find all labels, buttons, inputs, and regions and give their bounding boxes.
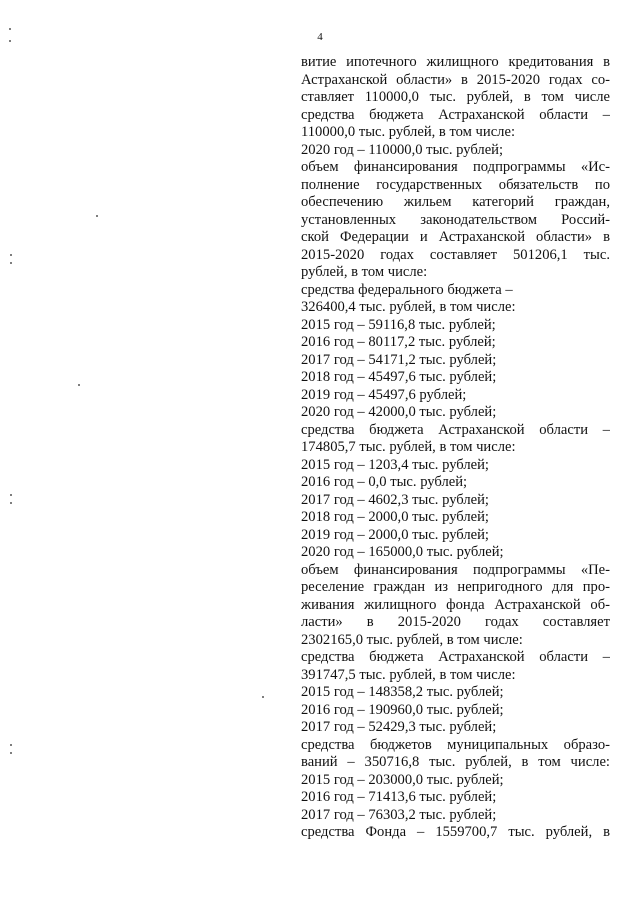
- text-line: 2020 год – 110000,0 тыс. рублей;: [301, 141, 504, 158]
- scan-mark: [78, 384, 80, 386]
- text-line: обеспечению жильем категорий граждан,: [301, 194, 610, 210]
- text-line: ласти» в 2015-2020 годах составляет: [301, 614, 610, 630]
- text-line: рублей, в том числе:: [301, 264, 428, 280]
- text-line: средства федерального бюджета –: [301, 281, 513, 298]
- text-line: 2016 год – 190960,0 тыс. рублей;: [301, 701, 504, 718]
- text-line: средства бюджета Астраханской области –: [301, 106, 610, 123]
- text-line: ской Федерации и Астраханской области» в: [301, 229, 610, 245]
- page-number: 4: [317, 31, 323, 43]
- text-line: 2019 год – 45497,6 рублей;: [301, 386, 467, 403]
- text-line: Астраханской области» в 2015-2020 годах со-: [301, 71, 610, 88]
- text-line: 2015 год – 203000,0 тыс. рублей;: [301, 771, 504, 788]
- text-line: 2019 год – 2000,0 тыс. рублей;: [301, 526, 489, 543]
- text-line: 2017 год – 52429,3 тыс. рублей;: [301, 719, 497, 735]
- text-line: средства Фонда – 1559700,7 тыс. рублей, в: [301, 824, 610, 840]
- text-line: ваний – 350716,8 тыс. рублей, в том числе:: [301, 754, 610, 770]
- text-line: 326400,4 тыс. рублей, в том числе:: [301, 299, 516, 315]
- text-line: 2017 год – 76303,2 тыс. рублей;: [301, 806, 497, 823]
- text-line: средства бюджета Астраханской области –: [301, 421, 610, 438]
- scan-mark: [9, 28, 11, 30]
- text-line: установленных законодательством Россий-: [301, 211, 610, 228]
- text-line: ставляет 110000,0 тыс. рублей, в том числе: [301, 89, 610, 105]
- text-line: средства бюджета Астраханской области –: [301, 649, 610, 665]
- text-line: 174805,7 тыс. рублей, в том числе:: [301, 439, 516, 455]
- text-line: 2016 год – 71413,6 тыс. рублей;: [301, 789, 497, 805]
- scan-mark: [262, 696, 264, 698]
- text-line: 2018 год – 2000,0 тыс. рублей;: [301, 509, 489, 525]
- scan-mark: [10, 262, 12, 264]
- scan-mark: [10, 744, 12, 746]
- text-line: средства бюджетов муниципальных образо-: [301, 736, 610, 753]
- scan-mark: [10, 494, 12, 496]
- text-line: 2015 год – 59116,8 тыс. рублей;: [301, 316, 496, 333]
- text-line: живания жилищного фонда Астраханской об-: [301, 596, 610, 613]
- text-line: 2015-2020 годах составляет 501206,1 тыс.: [301, 246, 610, 263]
- scan-mark: [9, 40, 11, 42]
- text-line: 2017 год – 54171,2 тыс. рублей;: [301, 351, 497, 368]
- document-text-column: [301, 54, 610, 842]
- scan-mark: [10, 502, 12, 504]
- text-line: 2016 год – 0,0 тыс. рублей;: [301, 474, 468, 490]
- text-line: объем финансирования подпрограммы «Ис-: [301, 159, 610, 175]
- text-line: 391747,5 тыс. рублей, в том числе:: [301, 666, 516, 683]
- text-line: 2020 год – 165000,0 тыс. рублей;: [301, 544, 504, 560]
- text-line: 2018 год – 45497,6 тыс. рублей;: [301, 369, 497, 385]
- text-line: 2015 год – 148358,2 тыс. рублей;: [301, 684, 504, 700]
- text-line: полнение государственных обязательств по: [301, 176, 610, 193]
- text-line: 2015 год – 1203,4 тыс. рублей;: [301, 456, 489, 473]
- text-line: объем финансирования подпрограммы «Пе-: [301, 561, 610, 578]
- scan-mark: [96, 215, 98, 217]
- text-line: витие ипотечного жилищного кредитования в: [301, 54, 610, 70]
- text-line: реселение граждан из непригодного для про-: [301, 579, 610, 595]
- text-line: 2020 год – 42000,0 тыс. рублей;: [301, 404, 497, 420]
- text-line: 2302165,0 тыс. рублей, в том числе:: [301, 631, 523, 648]
- text-line: 2017 год – 4602,3 тыс. рублей;: [301, 491, 489, 508]
- text-line: 2016 год – 80117,2 тыс. рублей;: [301, 334, 496, 350]
- text-line: 110000,0 тыс. рублей, в том числе:: [301, 124, 515, 140]
- scan-mark: [10, 752, 12, 754]
- scan-mark: [10, 254, 12, 256]
